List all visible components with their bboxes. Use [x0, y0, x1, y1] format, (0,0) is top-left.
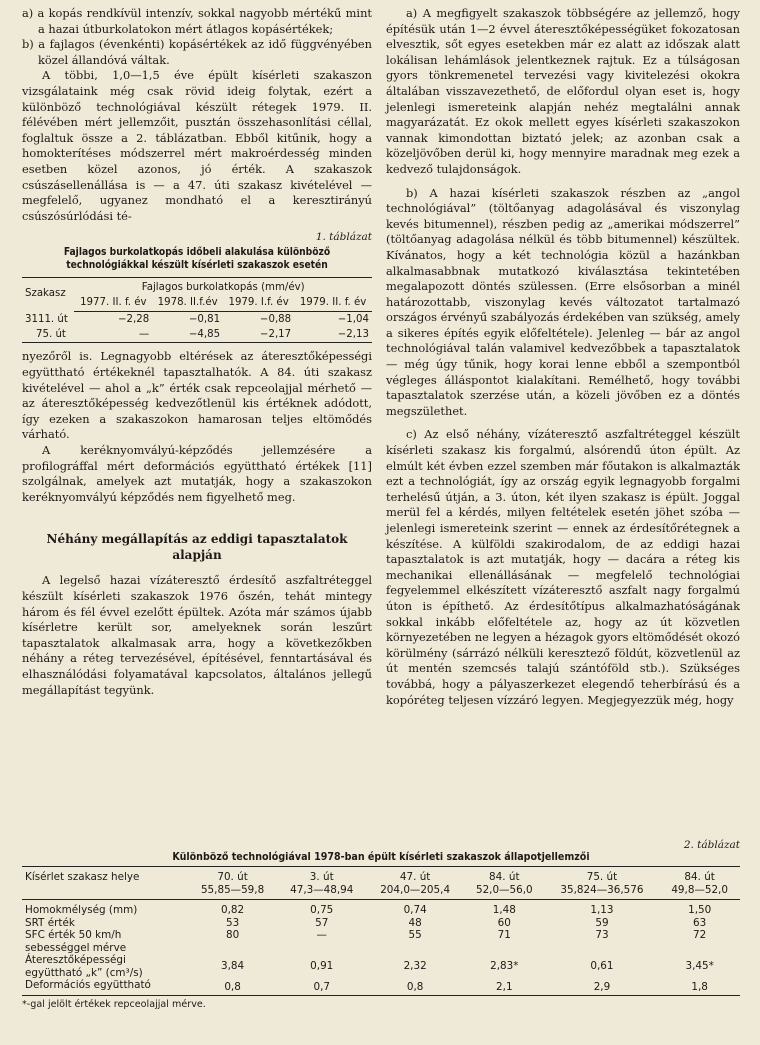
paragraph: A keréknyomvályú-képződés jellemzésére a profilográffal mért deformációs együttható értékek [11] szolgálnak, amelyek azt mutatják, hogy a szakaszokon keréknyomvályú képződés nem figyelhető meg.	[22, 442, 372, 504]
road-name: 47. út	[399, 871, 431, 883]
table-cell: 60	[497, 916, 511, 929]
row-label: Áteresztőképességi együttható „k” (cm³/s)	[25, 954, 143, 979]
table-cell: 2,1	[496, 980, 513, 993]
table-row	[22, 900, 740, 917]
table-cell: 0,82	[221, 904, 245, 916]
road-name: 84. út	[684, 871, 715, 883]
road-name: 3. út	[309, 871, 334, 883]
table-row	[22, 917, 740, 930]
table-cell: 73	[595, 929, 609, 941]
table-cell: —	[316, 929, 327, 941]
row-label: SRT érték	[25, 916, 75, 929]
table-cell: 2,32	[403, 960, 427, 973]
row-label: Homokmélység (mm)	[25, 904, 138, 916]
table-header: 1979. I.f. év	[223, 296, 294, 311]
table-cell: 2,83*	[490, 960, 519, 973]
table-cell: 55	[408, 929, 422, 941]
table-cell: 53	[225, 916, 240, 929]
table-cell: −2,28	[117, 313, 150, 325]
table-cell: −2,17	[259, 328, 292, 340]
table-2-block	[22, 839, 740, 1010]
table-header: Szakasz	[25, 288, 66, 300]
table-row	[22, 311, 372, 328]
table-1-title: Fajlagos burkolatkopás időbeli alakulása különböző technológiákkal készült kísérleti szakaszok esetén	[63, 246, 331, 271]
table-cell: 48	[408, 916, 422, 929]
table-1-caption: 1. táblázat	[315, 231, 372, 244]
table-2-title: Különböző technológiával 1978-ban épült kísérleti szakaszok állapotjellemzői	[172, 851, 590, 863]
row-label: SFC érték 50 km/h sebességgel mérve	[25, 929, 127, 954]
table-cell: 57	[315, 916, 329, 929]
table-cell: 0,8	[406, 980, 424, 993]
list-item-a: a) a kopás rendkívül intenzív, sokkal nagyobb mértékű mint a hazai útburkolatokon mért átlagos kopásértékek;	[22, 6, 372, 36]
km-range: 49,8—52,0	[671, 883, 728, 896]
road-name: 70. út	[217, 871, 248, 883]
table-cell: 0,75	[310, 904, 334, 916]
table-cell: −4,85	[188, 328, 221, 340]
km-range: 35,824—36,576	[560, 883, 644, 896]
paragraph: c) Az első néhány, vízáteresztő aszfaltréteggel készült kísérleti szakasz kis forgalmú, alsórendű úton épült. Az elmúlt két évben ezzel szemben már főutakon is alkalmazták ezt a technológiát, így az ország egyik legnagyobb forgalmi terhelésű útján, a 3. úton, két ilyen szakasz is épült. Joggal merül fel a kérdés, milyen feltételek esetén jöhet szóba — jelenlegi ismereteink szerint — ennek az érdesítőrétegnek a készítése. A külföldi szakirodalom, de az eddigi hazai tapasztalatok is azt mutatják, hogy — dacára a réteg kis mechanikai ellenállásának — megfelelő technológiai fegyelemmel elkészített vízáteresztő aszfalt nagy forgalmú úton is építhető. Az érdesítőtípus alkalmazhatóságának sokkal inkább előfeltétele az, hogy az út közvetlen környezetében ne legyen a hézagok gyors eltömődését okozó körülmény (sárrázó nélküli keresztező földút, közvetlenül az út mentén szemcsés talajú szántóföld stb.). Szükséges továbbá, hogy a pályaszerkezet elegendő teherbírású és a kopóréteg teljesen vízzáró legyen. Megjegyezzük még, hogy	[386, 427, 740, 707]
km-range: 47,3—48,94	[290, 883, 354, 896]
table-2-footnote: *-gal jelölt értékek repceolajjal mérve.	[22, 998, 206, 1010]
table-cell: —	[139, 328, 150, 340]
table-2	[22, 866, 740, 996]
row-label: Deformációs együttható	[25, 979, 151, 991]
table-cell: 0,8	[224, 980, 241, 993]
left-column	[22, 6, 372, 698]
paragraph: A legelső hazai vízáteresztő érdesítő aszfaltréteggel készült kísérleti szakaszok 1976 őszén, tehát mintegy három és fél évvel ezelőtt épültek. Azóta már számos újabb kísérletre került sor, amelyeknek során leszűrt tapasztalatok alkalmasak arra, hogy a következőkben néhány a réteg tervezésével, építésével, fenntartásával és elhasználódási folyamatával kapcsolatos, általános jellegű megállapítást tegyünk.	[22, 573, 372, 697]
table-cell: 3111. út	[25, 314, 68, 326]
table-2-caption: 2. táblázat	[683, 839, 740, 851]
table-row	[22, 954, 740, 979]
table-cell: −1,04	[337, 313, 369, 325]
table-cell: 75. út	[36, 328, 66, 340]
table-cell: 0,7	[313, 980, 330, 993]
table-1	[22, 277, 372, 344]
table-cell: 0,74	[403, 904, 427, 916]
table-cell: −0,88	[259, 313, 292, 325]
table-cell: 2,9	[593, 980, 611, 993]
table-header	[464, 867, 545, 900]
table-cell: 0,61	[590, 960, 614, 973]
table-header	[188, 867, 277, 900]
table-cell: 3,45*	[685, 960, 714, 973]
km-range: 204,0—205,4	[380, 883, 451, 896]
table-cell: 1,8	[691, 980, 708, 993]
section-heading: Néhány megállapítás az eddigi tapasztalatok alapján	[46, 532, 348, 563]
table-header	[659, 867, 740, 900]
table-cell: 1,50	[688, 904, 712, 916]
table-row	[22, 929, 740, 954]
table-cell: 71	[497, 929, 511, 941]
table-header: 1978. II.f.év	[152, 296, 223, 311]
paragraph: A többi, 1,0—1,5 éve épült kísérleti szakaszon vizsgálataink még csak rövid ideig folytak, ezért a különböző technológiával készült rétegek 1979. II. félévében mért jellemzőit, pusztán összehasonlítási céllal, foglaltuk össze a 2. táblázatban. Ebből kitűnik, hogy a homokterítéses módszerrel mért makroérdesség minden esetben közel azonos, jó érték. A szakaszok csúszásellenállása is — a 47. úti szakasz kivételével — megfelelő, ugyanez mondható el a keresztirányú csúszósúrlódási té-	[22, 68, 372, 223]
table-cell: 63	[693, 916, 707, 929]
table-header: 1979. II. f. év	[294, 296, 372, 311]
table-cell: 0,91	[310, 960, 334, 973]
table-header-group: Fajlagos burkolatkopás (mm/év)	[141, 281, 305, 293]
paragraph: a) A megfigyelt szakaszok többségére az jellemző, hogy építésük után 1—2 évvel áteresztőképességüket fokozatosan elvesztik, sőt egyes esetekben már ez alatt az időszak alatt lokálisan lehámlások jelentkeznek rajtuk. Ez a túlságosan gyors tönkremenetel tervezési vagy kivitelezési okokra általában visszavezethető, de előfordul olyan eset is, hogy jelenlegi ismereteink alapján nehéz megtalálni annak magyarázatát. Ez okok mellett egyes kísérleti szakaszokon vannak kimondottan biztató jelek; az azonban csak a közeljövőben derül ki, hogy mennyire maradnak meg ezek a kedvező tulajdonságok.	[386, 6, 740, 176]
table-header: 1977. II. f. év	[74, 296, 152, 311]
table-header	[545, 867, 660, 900]
table-cell: 1,13	[590, 904, 614, 916]
table-cell: 72	[693, 929, 707, 941]
road-name: 75. út	[586, 871, 618, 883]
table-header	[277, 867, 366, 900]
table-cell: 3,84	[221, 960, 245, 973]
table-row	[22, 979, 740, 995]
km-range: 52,0—56,0	[475, 883, 533, 896]
right-column	[386, 6, 740, 708]
table-header	[366, 867, 464, 900]
table-header: Kísérlet szakasz helye	[22, 867, 188, 900]
list-item-b: b) a fajlagos (évenkénti) kopásértékek az idő függvényében közel állandóvá váltak.	[22, 37, 372, 67]
table-cell: −2,13	[337, 328, 369, 340]
road-name: 84. út	[489, 871, 520, 883]
paragraph: b) A hazai kísérleti szakaszok részben az „angol technológiával” (töltőanyag adagolásával és viszonylag kevés bitumennel), részben pedig az „amerikai módszerrel” (töltőanyag adagolása nélkül és több bitumennel) készültek. Kívánatos, hogy a két technológia közül a hazánkban alkalmasabbnak mutatkozó kiválasztása tekintetében megalapozott döntés szülessen. (Erre elsősorban a minél határozottabb, viszonylag kevés változatot tartalmazó országos érvényű szabályozás érdekében van szükség, amely a sikeres építés egyik előfeltétele). Jelenleg — bár az angol technológiával talán valamivel kedvezőbbek a tapasztalatok — még úgy tűnik, hogy korai lenne ebből a szempontból végleges álláspontot kialakítani. Remélhető, hogy további tapasztalatok szerzése után, a közeli jövőben ez a döntés megszülethet.	[386, 185, 740, 418]
table-cell: 1,48	[492, 904, 516, 916]
table-cell: −0,81	[188, 313, 221, 325]
paragraph: nyezőről is. Legnagyobb eltérések az áteresztőképességi együttható értékeknél tapasztalhatók. A 84. úti szakasz kivételével — ahol a „k” érték csak repceolajjal mérhető — az áteresztőképesség kedvezőtlenül kis értéknek adódott, így ezeken a szakaszokon hamarosan teljes eltömődés várható.	[22, 349, 372, 442]
table-cell: 80	[225, 929, 240, 941]
table-row	[22, 328, 372, 343]
table-cell: 59	[595, 916, 609, 929]
km-range: 55,85—59,8	[200, 883, 265, 896]
